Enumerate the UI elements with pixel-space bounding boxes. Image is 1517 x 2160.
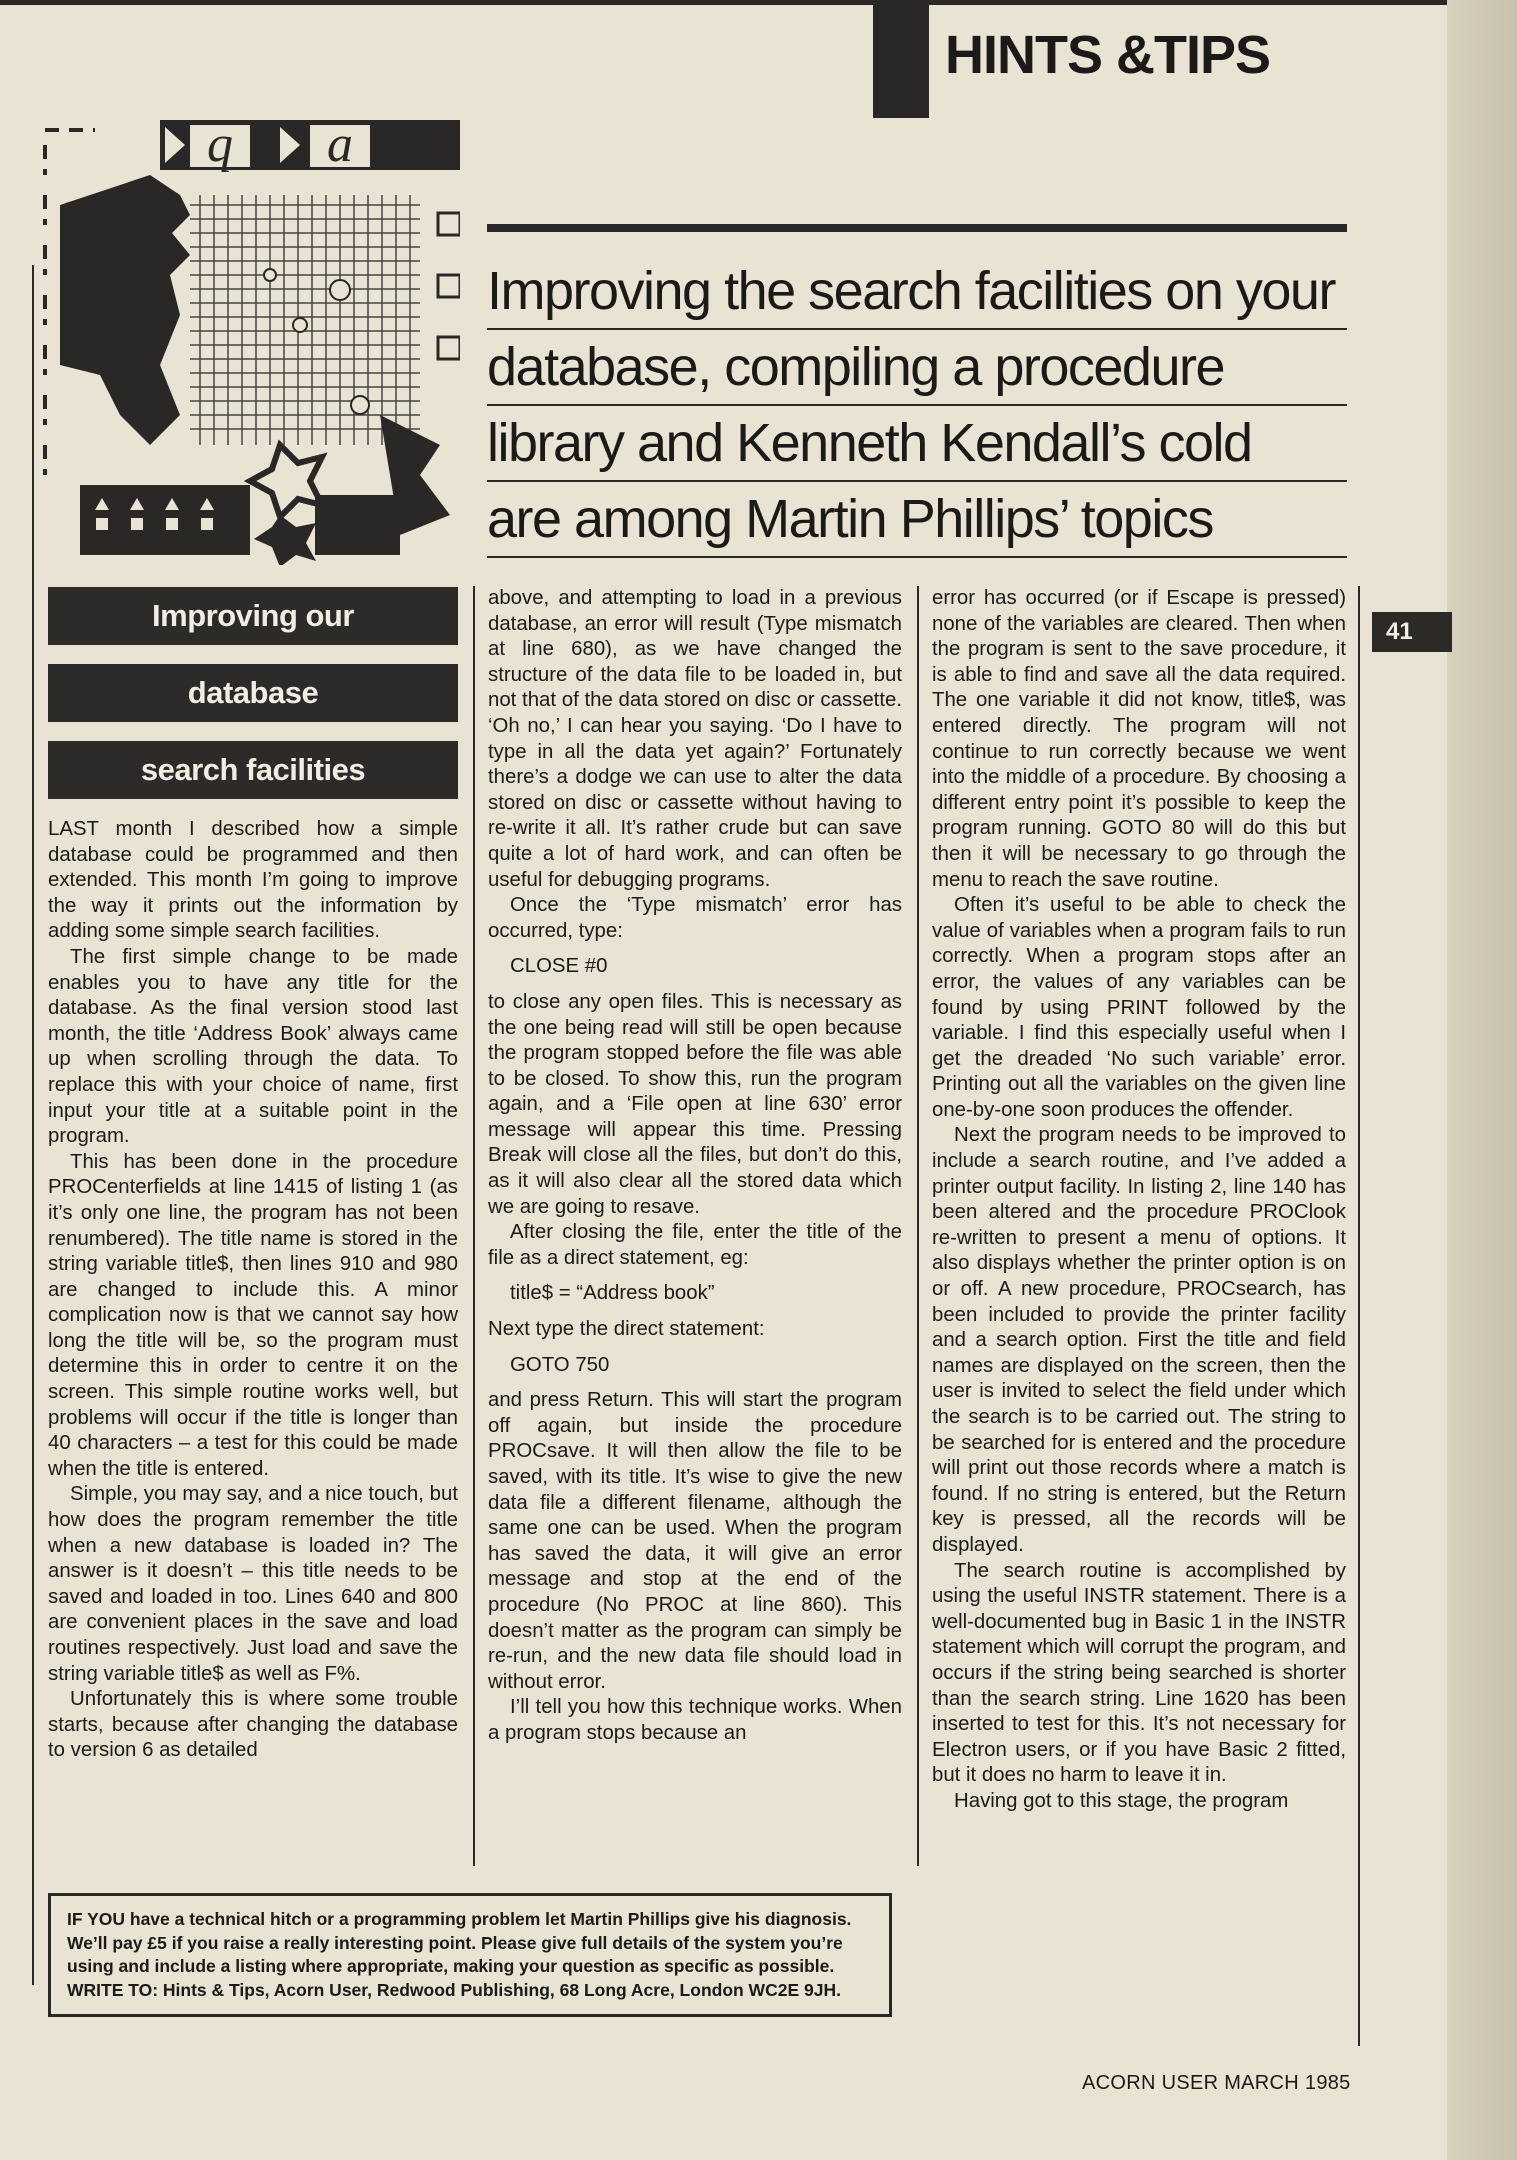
paragraph: Having got to this stage, the program bbox=[954, 1789, 1289, 1812]
paragraph: The first simple change to be made enables you to have any title for the database. As the final version stood last month, the title ‘Address Book’ always came up when scrolling through the data. To replace this with your choice of name, first input your title at a suitable point in the program. bbox=[48, 945, 458, 1148]
headline-line: database, compiling a procedure bbox=[487, 330, 1347, 406]
paragraph: The search routine is accomplished by using the useful INSTR statement. There is a well-documented bug in Basic 1 in the INSTR statement which will corrupt the program, and occurs if the string being searched is shorter than the search string. Line 1620 has been inserted to test for this. It’s not necessary for Electron users, or if you have Basic 2 fitted, but it does no harm to leave it in. bbox=[932, 1559, 1346, 1787]
paragraph: This has been done in the procedure PROCenterfields at line 1415 of listing 1 (as it’s only one line, the program has not been renumbered). The title name is stored in the string variable title$, then lines 910 and 980 are changed to include this. A minor complication now is that we cannot say how long the title will be, so the program must determine this in order to centre it on the screen. This simple routine works well, but problems will occur if the title is longer than 40 characters – a test for this could be made when the title is entered. bbox=[48, 1150, 458, 1480]
code-line: GOTO 750 bbox=[510, 1353, 610, 1376]
article-column-1 bbox=[48, 817, 458, 1764]
paragraph: Simple, you may say, and a nice touch, but how does the program remember the title when a new database is loaded in? The answer is it doesn’t – this title needs to be saved and loaded in too. Lines 640 and 800 are convenient places in the save and load routines respectively. Just load and save the string variable title$ as well as F%. bbox=[48, 1483, 458, 1685]
headline-line: Improving the search facilities on your bbox=[487, 254, 1347, 330]
logo-letter-q: q bbox=[207, 116, 233, 173]
column-rule bbox=[473, 586, 475, 1866]
article-headline bbox=[487, 254, 1347, 558]
subhead-banner: search facilities bbox=[48, 741, 458, 799]
left-margin-rule bbox=[32, 265, 34, 1985]
code-line: title$ = “Address book” bbox=[510, 1282, 715, 1305]
top-rule bbox=[0, 0, 1450, 5]
paragraph: Once the ‘Type mismatch’ error has occurred, type: bbox=[488, 894, 902, 942]
paragraph: Unfortunately this is where some trouble starts, because after changing the database to version 6 as detailed bbox=[48, 1688, 458, 1762]
article-column-3 bbox=[932, 586, 1346, 1815]
paragraph: I’ll tell you how this technique works. When a program stops because an bbox=[488, 1696, 902, 1744]
reader-notice-box: IF YOU have a technical hitch or a programming problem let Martin Phillips give his diagnosis. We’ll pay £5 if you raise a really interesting point. Please give full details of the system you’re using and include a listing where appropriate, making your question as specific as possible. WRITE TO: Hints & Tips, Acorn User, Redwood Publishing, 68 Long Acre, London WC2E 9JH. bbox=[48, 1893, 892, 2017]
subhead-banner: Improving our bbox=[48, 587, 458, 645]
headline-line: library and Kenneth Kendall’s cold bbox=[487, 406, 1347, 482]
paragraph: and press Return. This will start the program off again, but inside the procedure PROCsave. It will then allow the file to be saved, with its title. It’s wise to give the new data file a different filename, although the same one can be used. When the program has saved the data, it will give an error message and stop at the end of the procedure (No PROC at line 860). This doesn’t matter as the program can simply be re-run, and the new data file should load in without error. bbox=[488, 1389, 902, 1693]
page-edge bbox=[1447, 0, 1517, 2160]
paragraph: After closing the file, enter the title of the file as a direct statement, eg: bbox=[488, 1221, 902, 1269]
code-line: CLOSE #0 bbox=[510, 955, 608, 978]
qa-logo-illustration bbox=[40, 115, 460, 565]
paragraph: Next the program needs to be improved to include a search routine, and I’ve added a printer output facility. In listing 2, line 140 has been altered and the procedure PROClook re-written to present a menu of options. It also displays whether the printer option is on or off. A new procedure, PROCsearch, has been included to provide the printer facility and a search option. First the title and field names are displayed on the screen, then the user is invited to select the field under which the search is to be carried out. The string to be searched for is entered and the procedure will print out those records where a match is found. If no string is entered, but the Return key is pressed, all the records will be displayed. bbox=[932, 1124, 1346, 1556]
subhead-banner: database bbox=[48, 664, 458, 722]
paragraph: error has occurred (or if Escape is pressed) none of the variables are cleared. Then when the program is sent to the save procedure, it is able to find and save all the data required. The one variable it did not know, title$, was entered directly. The program will not continue to run correctly because we went into the middle of a procedure. By choosing a different entry point it’s possible to keep the program running. GOTO 80 will do this but then it will be necessary to go through the menu to reach the save routine. bbox=[932, 587, 1346, 891]
paragraph: above, and attempting to load in a previous database, an error will result (Type mismatch at line 680), as we have changed the structure of the data file to be loaded in, but not that of the data stored on disc or cassette. ‘Oh no,’ I can hear you saying. ‘Do I have to type in all the data yet again?’ Fortunately there’s a dodge we can use to alter the data stored on disc or cassette without having to re-write it all. It’s rather crude but can save quite a lot of hard work, and can often be useful for debugging programs. bbox=[488, 587, 902, 891]
column-rule bbox=[1358, 586, 1360, 2046]
paragraph: Next type the direct statement: bbox=[488, 1318, 765, 1341]
paragraph: LAST month I described how a simple database could be programmed and then extended. This month I’m going to improve the way it prints out the information by adding some simple search facilities. bbox=[48, 818, 458, 943]
page-number-tab: 41 bbox=[1372, 612, 1452, 652]
paragraph: Often it’s useful to be able to check the value of variables when a program fails to run correctly. When a program stops after an error, the values of any variables can be found by using PRINT followed by the variable. I find this especially useful when I get the dreaded ‘No such variable’ error. Printing out all the variables on the given line one-by-one soon produces the offender. bbox=[932, 894, 1346, 1121]
paragraph: to close any open files. This is necessary as the one being read will still be open because the program stopped before the file was able to be closed. To show this, run the program again, and a ‘File open at line 630’ error message will appear this time. Pressing Break will close all the files, but don’t do this, as it will also clear all the stored data which we are going to resave. bbox=[488, 990, 902, 1218]
section-marker-block bbox=[873, 0, 929, 118]
page-footer: ACORN USER MARCH 1985 bbox=[1082, 2072, 1351, 2094]
headline-rule bbox=[487, 224, 1347, 232]
section-title: HINTS &TIPS bbox=[945, 25, 1271, 85]
headline-line: are among Martin Phillips’ topics bbox=[487, 482, 1347, 558]
column-rule bbox=[917, 586, 919, 1866]
logo-letter-a: a bbox=[327, 116, 353, 173]
article-column-2 bbox=[488, 586, 902, 1747]
